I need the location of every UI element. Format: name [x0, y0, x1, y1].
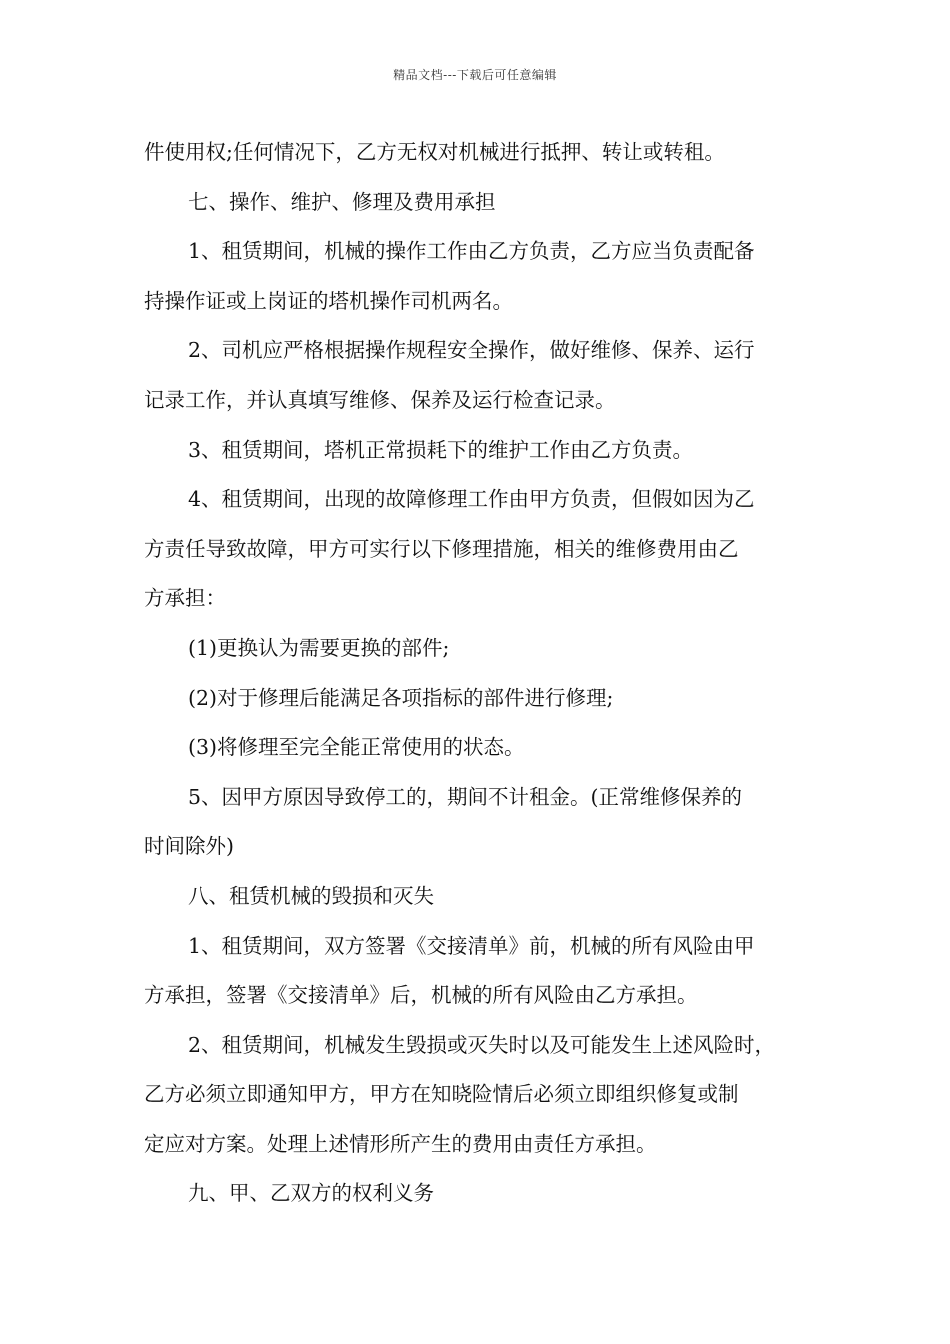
list-item: (3)将修理至完全能正常使用的状态。	[188, 735, 525, 760]
list-item: (2)对于修理后能满足各项指标的部件进行修理;	[188, 685, 614, 710]
section-heading: 八、租赁机械的毁损和灭失	[188, 883, 434, 908]
text-line: 乙方必须立即通知甲方，甲方在知晓险情后必须立即组织修复或制	[144, 1082, 739, 1107]
text-line: 1、租赁期间，双方签署《交接清单》前，机械的所有风险由甲	[188, 933, 755, 958]
text-line: 5、因甲方原因导致停工的，期间不计租金。(正常维修保养的	[188, 784, 743, 809]
text-line: 1、租赁期间，机械的操作工作由乙方负责，乙方应当负责配备	[188, 239, 755, 264]
text-line: 时间除外)	[144, 834, 234, 859]
text-line: 3、租赁期间，塔机正常损耗下的维护工作由乙方负责。	[188, 437, 694, 462]
text-line: 方责任导致故障，甲方可实行以下修理措施，相关的维修费用由乙	[144, 536, 739, 561]
section-heading: 九、甲、乙双方的权利义务	[188, 1181, 434, 1206]
page-header: 精品文档---下载后可任意编辑	[393, 68, 557, 82]
text-line: 2、司机应严格根据操作规程安全操作，做好维修、保养、运行	[188, 338, 755, 363]
text-line: 4、租赁期间，出现的故障修理工作由甲方负责，但假如因为乙	[188, 487, 755, 512]
text-line: 记录工作，并认真填写维修、保养及运行检查记录。	[144, 387, 616, 412]
text-line: 持操作证或上岗证的塔机操作司机两名。	[144, 288, 513, 313]
text-line: 定应对方案。处理上述情形所产生的费用由责任方承担。	[144, 1131, 657, 1156]
text-line: 件使用权;任何情况下，乙方无权对机械进行抵押、转让或转租。	[144, 140, 725, 164]
text-line: 2、租赁期间，机械发生毁损或灭失时以及可能发生上述风险时，	[188, 1032, 776, 1057]
text-line: 方承担，签署《交接清单》后，机械的所有风险由乙方承担。	[144, 983, 698, 1008]
document-body	[144, 128, 812, 1219]
section-heading: 七、操作、维护、修理及费用承担	[188, 189, 496, 214]
text-line: 方承担：	[144, 586, 226, 611]
list-item: (1)更换认为需要更换的部件;	[188, 635, 450, 660]
